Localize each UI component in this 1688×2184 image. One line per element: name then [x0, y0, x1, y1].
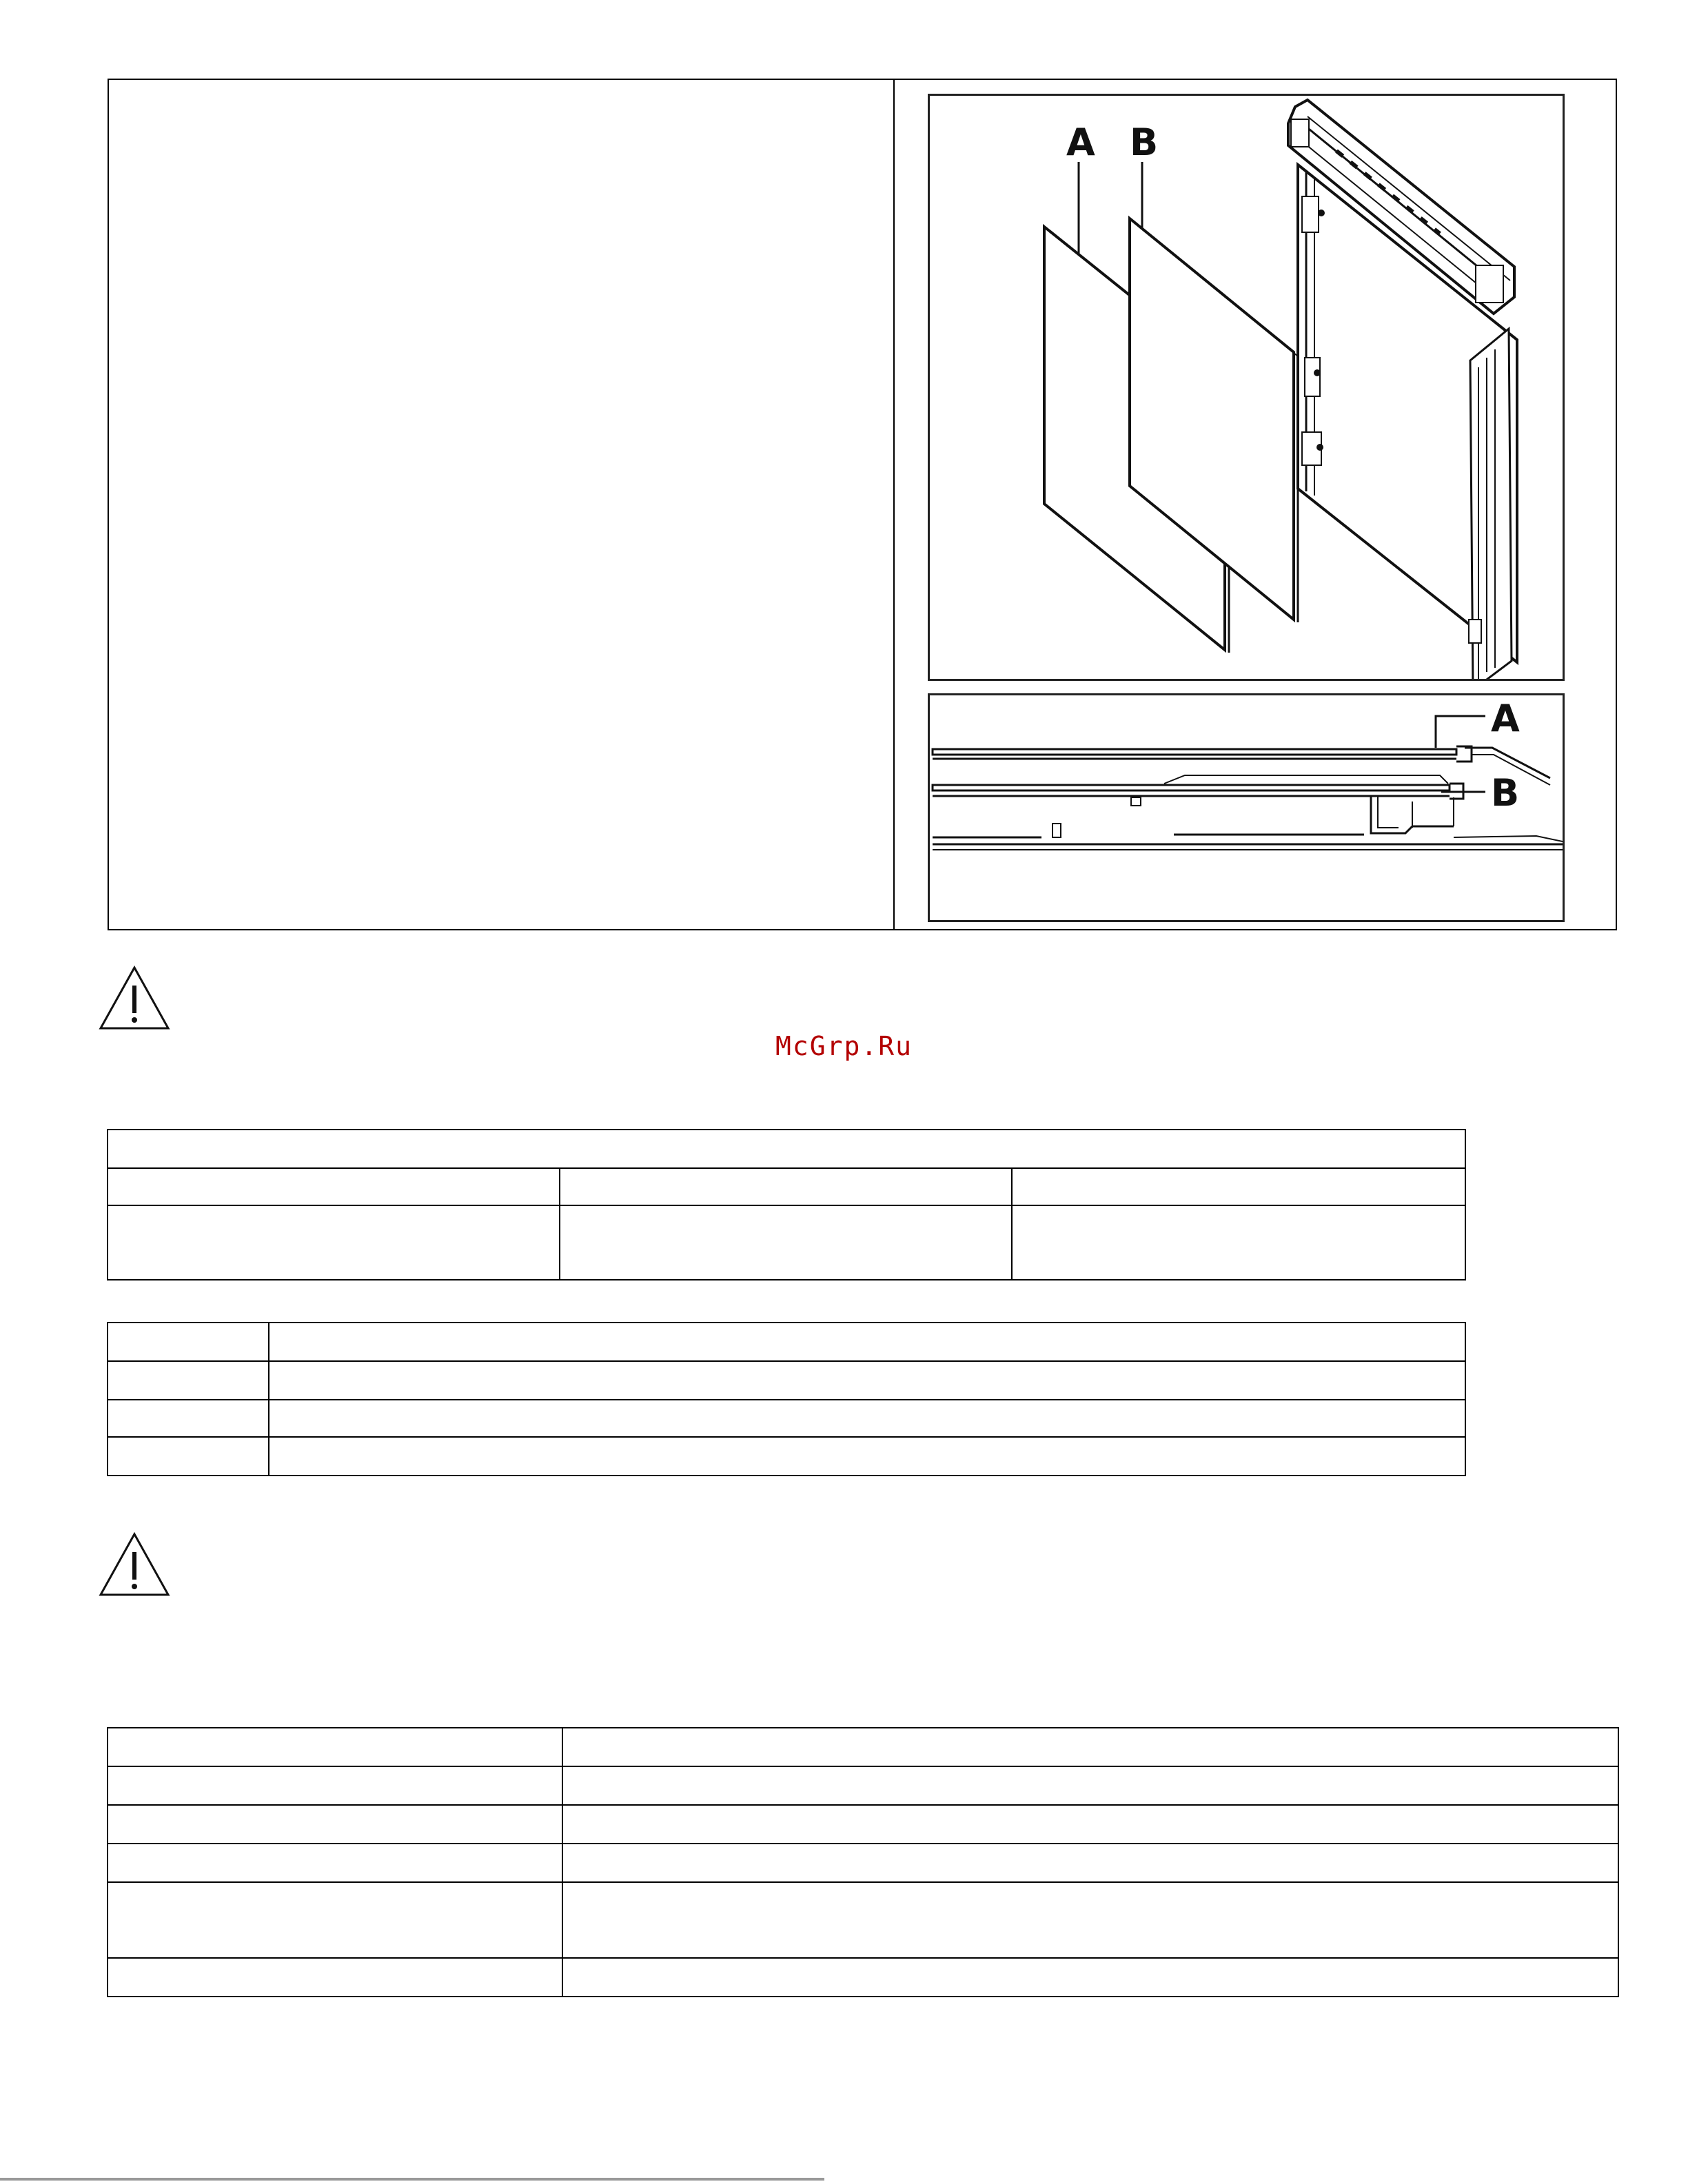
label-b: B: [1130, 121, 1159, 164]
table-cell: [269, 1400, 1465, 1437]
section-drawing: [930, 695, 1563, 920]
table-cell: [269, 1437, 1465, 1476]
table-cell: [108, 1323, 269, 1361]
table-row: [108, 1766, 1618, 1805]
table-row: [108, 1361, 1465, 1400]
table-row: [108, 1805, 1618, 1844]
door-glass-drawing: [930, 96, 1563, 679]
table-cell: [269, 1361, 1465, 1400]
table-cell: [562, 1805, 1618, 1844]
table-cell: [1012, 1205, 1465, 1280]
table-row: [108, 1205, 1465, 1280]
table-cell: [108, 1805, 562, 1844]
warning-triangle-icon: [98, 965, 171, 1032]
label-a: A: [1066, 121, 1095, 164]
table-cell: [562, 1882, 1618, 1958]
section-glass-a: [933, 749, 1456, 755]
table-row: [108, 1323, 1465, 1361]
table-cell: [562, 1766, 1618, 1805]
table-row: [108, 1958, 1618, 1997]
table-cell: [108, 1437, 269, 1476]
table-cell: [560, 1205, 1012, 1280]
table-row: [108, 1130, 1465, 1168]
table-row: [108, 1882, 1618, 1958]
table-cell: [108, 1361, 269, 1400]
table-row: [108, 1844, 1618, 1882]
table-cell: [108, 1882, 562, 1958]
table-cell: [269, 1323, 1465, 1361]
table-cell: [108, 1958, 562, 1997]
table-cell: [108, 1205, 560, 1280]
door-glass-exploded-illustration: [928, 94, 1565, 681]
watermark-text: McGrp.Ru: [775, 1031, 913, 1061]
section-leader-a: [1436, 716, 1485, 748]
table-row: [108, 1728, 1618, 1766]
warning-triangle-icon: [98, 1531, 171, 1599]
section-label-b: B: [1491, 771, 1520, 815]
table-cell: [108, 1844, 562, 1882]
page-bottom-rule: [0, 2178, 824, 2181]
section-glass-b: [933, 785, 1450, 790]
table-3: [107, 1727, 1619, 1997]
glass-section-illustration: [928, 693, 1565, 922]
table-cell: [1012, 1168, 1465, 1205]
table-cell: [108, 1728, 562, 1766]
table-cell: [562, 1844, 1618, 1882]
table-cell: [562, 1958, 1618, 1997]
table-cell: [108, 1130, 1465, 1168]
table-2: [107, 1322, 1466, 1476]
table-cell: [108, 1168, 560, 1205]
table-cell: [108, 1766, 562, 1805]
table-row: [108, 1168, 1465, 1205]
section-label-a: A: [1491, 697, 1520, 740]
table-cell: [108, 1400, 269, 1437]
column-divider: [893, 79, 895, 930]
table-1: [107, 1129, 1466, 1280]
table-row: [108, 1437, 1465, 1476]
table-row: [108, 1400, 1465, 1437]
table-cell: [560, 1168, 1012, 1205]
table-cell: [562, 1728, 1618, 1766]
